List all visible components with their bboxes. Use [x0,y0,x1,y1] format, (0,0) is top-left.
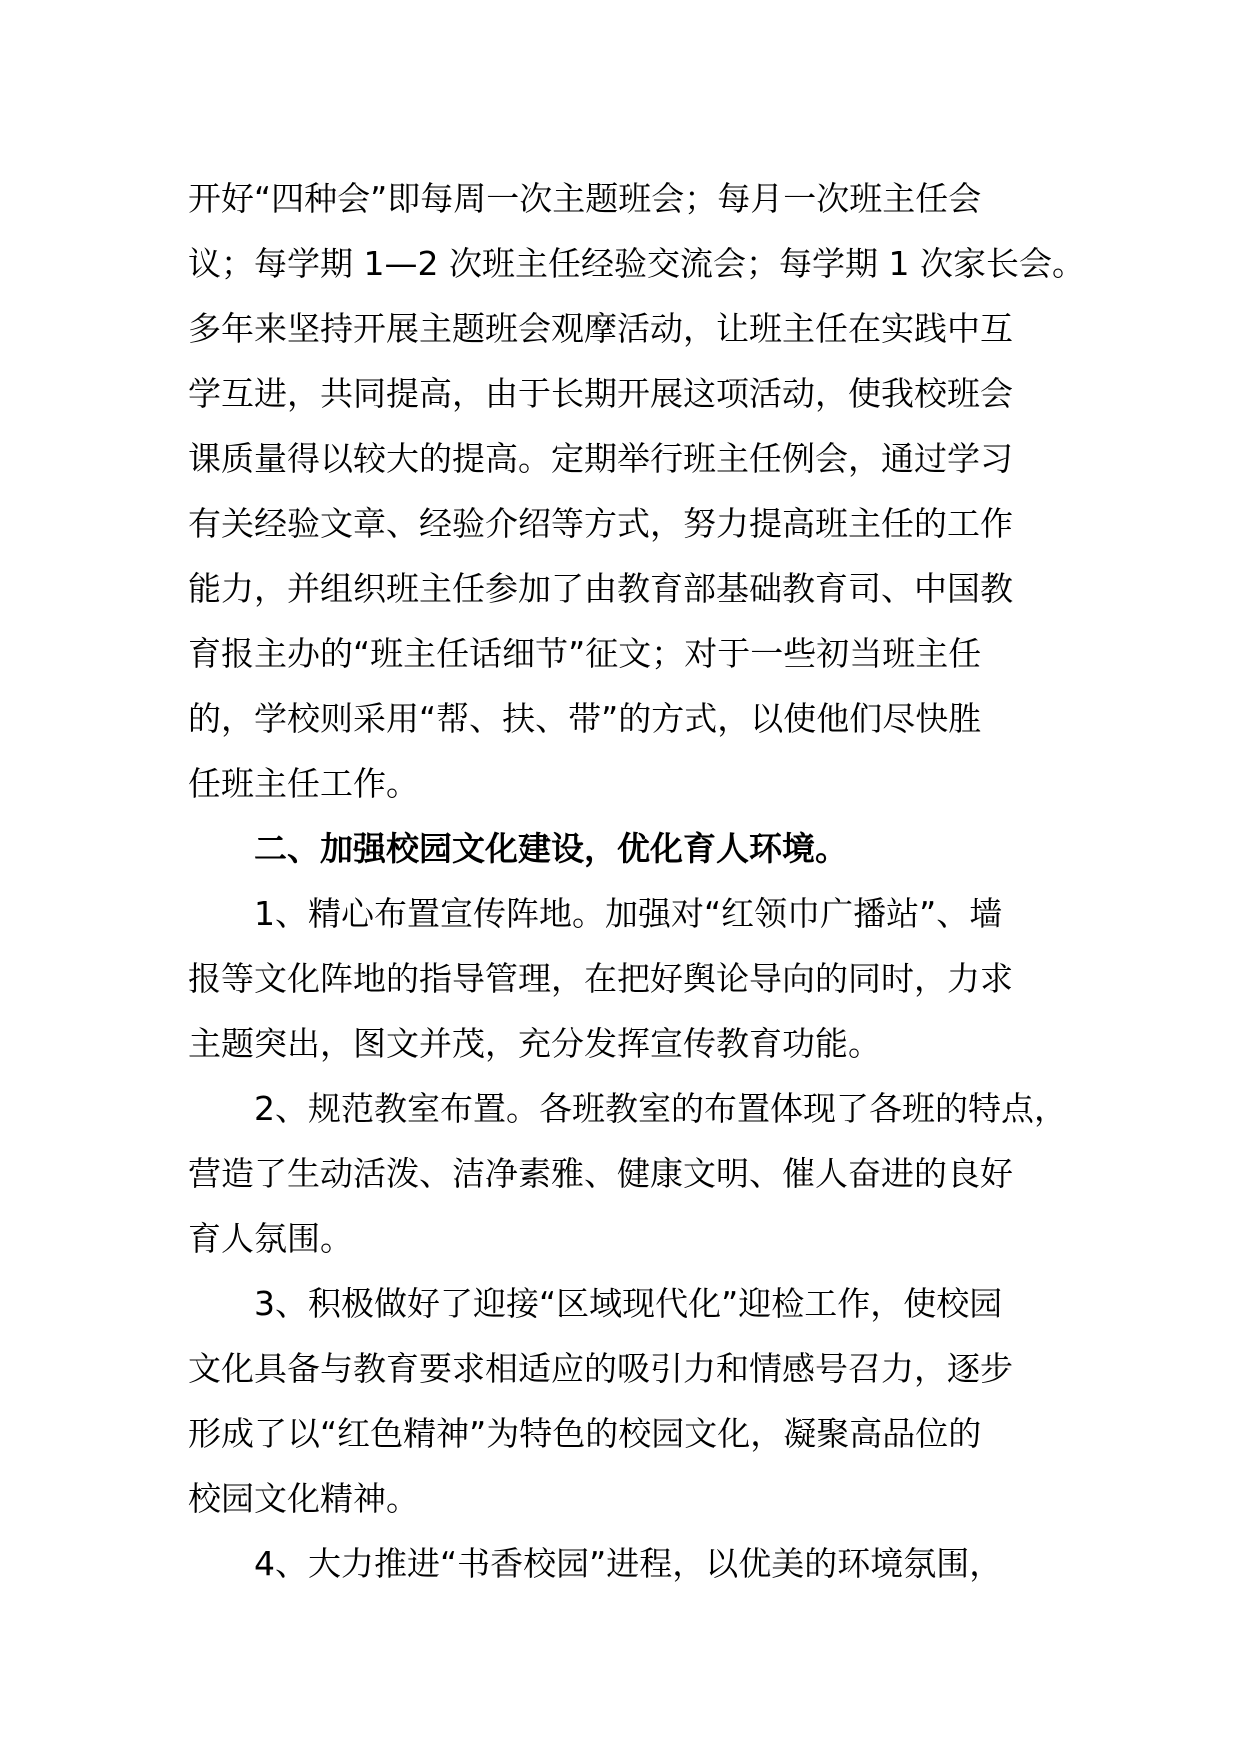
text-line: 1、精心布置宣传阵地。加强对“红领巾广播站”、墙 [254,894,1003,933]
text-line: 形成了以“红色精神”为特色的校园文化，凝聚高品位的 [188,1414,982,1453]
text-line: 营造了生动活泼、洁净素雅、健康文明、催人奋进的良好 [188,1154,1013,1193]
text-line: 多年来坚持开展主题班会观摩活动，让班主任在实践中互 [188,309,1013,348]
text-line: 的，学校则采用“帮、扶、带”的方式，以使他们尽快胜 [188,699,982,738]
text-line: 育报主办的“班主任话细节”征文；对于一些初当班主任 [188,634,982,673]
text-line: 4、大力推进“书香校园”进程，以优美的环境氛围， [254,1544,1003,1583]
text-line: 议；每学期 1—2 次班主任经验交流会；每学期 1 次家长会。 [188,244,1085,283]
text-line: 有关经验文章、经验介绍等方式，努力提高班主任的工作 [188,504,1013,543]
text-line: 校园文化精神。 [188,1479,419,1518]
text-line: 学互进，共同提高，由于长期开展这项活动，使我校班会 [188,374,1013,413]
body-text [188,166,1085,1596]
text-line: 育人氛围。 [188,1219,353,1258]
text-line: 开好“四种会”即每周一次主题班会；每月一次班主任会 [188,179,982,218]
text-line: 文化具备与教育要求相适应的吸引力和情感号召力，逐步 [188,1349,1013,1388]
section-heading: 二、加强校园文化建设，优化育人环境。 [254,829,848,868]
text-line: 2、规范教室布置。各班教室的布置体现了各班的特点， [254,1089,1067,1128]
text-line: 能力，并组织班主任参加了由教育部基础教育司、中国教 [188,569,1013,608]
text-line: 主题突出，图文并茂，充分发挥宣传教育功能。 [188,1024,881,1063]
text-line: 3、积极做好了迎接“区域现代化”迎检工作，使校园 [254,1284,1003,1323]
text-line: 报等文化阵地的指导管理，在把好舆论导向的同时，力求 [188,959,1013,998]
text-line: 任班主任工作。 [188,764,419,803]
text-line: 课质量得以较大的提高。定期举行班主任例会，通过学习 [188,439,1013,478]
